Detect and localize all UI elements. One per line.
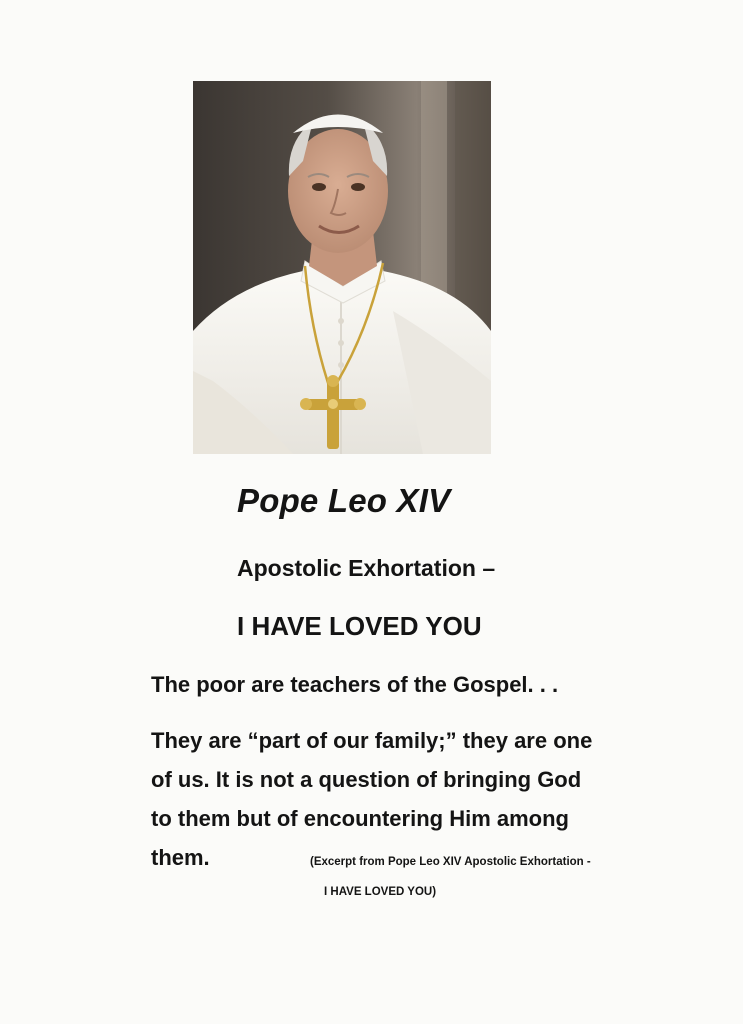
quote-line: them. — [151, 845, 210, 870]
quote-line: to them but of encountering Him among — [151, 806, 569, 831]
page-title: Pope Leo XIV — [237, 482, 451, 519]
source-citation-line-2: I HAVE LOVED YOU) — [324, 886, 437, 898]
quote-line: They are “part of our family;” they are one — [151, 728, 593, 753]
quote-paragraph — [151, 721, 711, 877]
document-type-subtitle: Apostolic Exhortation – — [237, 555, 496, 581]
quote-line: of us. It is not a question of bringing God — [151, 767, 582, 792]
lead-sentence: The poor are teachers of the Gospel. . . — [151, 672, 559, 697]
source-citation-line-1: (Excerpt from Pope Leo XIV Apostolic Exhortation - — [310, 856, 591, 868]
document-name: I HAVE LOVED YOU — [237, 611, 482, 641]
pope-portrait-photo — [193, 81, 491, 454]
